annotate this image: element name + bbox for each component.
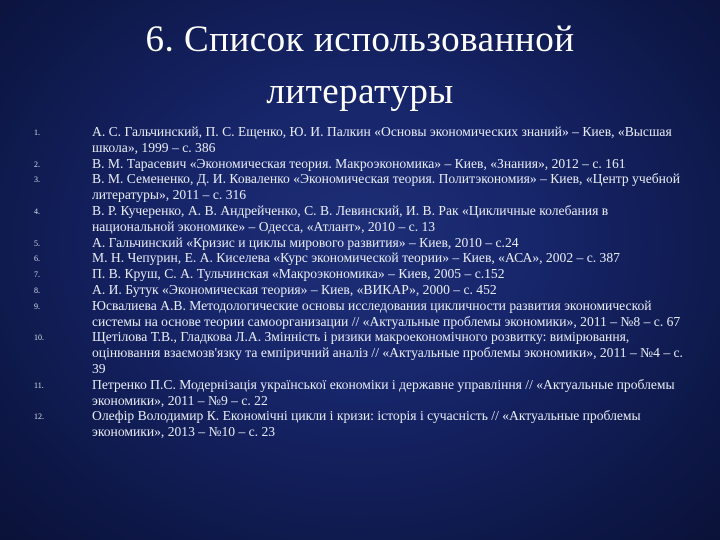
reference-list bbox=[34, 124, 684, 440]
reference-text: Олефір Володимир К. Економічні цикли і кризи: історія і сучасність // «Актуальные проблемы экономики», 2013 – №10 – с. 23 bbox=[92, 408, 641, 440]
reference-number: 2. bbox=[34, 159, 40, 169]
reference-number: 11. bbox=[34, 380, 44, 390]
reference-item bbox=[34, 408, 684, 440]
slide-title bbox=[60, 14, 660, 118]
reference-text: Юсвалиева А.В. Методологические основы исследования цикличности развития экономической системы на основе теории самоорганизации // «Актуальные проблемы экономики», 2011 – №8 – с. 67 bbox=[92, 297, 681, 329]
reference-number: 12. bbox=[34, 412, 44, 422]
slide-title-line-2: литературы bbox=[266, 71, 454, 112]
reference-item bbox=[34, 124, 684, 156]
reference-number: 9. bbox=[34, 301, 40, 311]
reference-number: 8. bbox=[34, 285, 40, 295]
reference-item bbox=[34, 266, 684, 282]
reference-number: 4. bbox=[34, 206, 40, 216]
reference-item bbox=[34, 329, 684, 376]
reference-item bbox=[34, 156, 684, 172]
reference-item bbox=[34, 282, 684, 298]
reference-text: А. И. Бутук «Экономическая теория» – Киев, «ВИКАР», 2000 – с. 452 bbox=[92, 281, 497, 297]
reference-item bbox=[34, 203, 684, 235]
reference-item bbox=[34, 171, 684, 203]
reference-number: 7. bbox=[34, 270, 40, 280]
reference-item bbox=[34, 250, 684, 266]
reference-text: А. Гальчинский «Кризис и циклы мирового развития» – Киев, 2010 – с.24 bbox=[92, 234, 519, 250]
reference-number: 6. bbox=[34, 254, 40, 264]
reference-text: В. М. Тарасевич «Экономическая теория. Макроэкономика» – Киев, «Знания», 2012 – с. 161 bbox=[92, 155, 626, 171]
reference-text: В. М. Семененко, Д. И. Коваленко «Экономическая теория. Политэкономия» – Киев, «Центр учебной литературы», 2011 – с. 316 bbox=[92, 171, 680, 203]
reference-item bbox=[34, 298, 684, 330]
reference-text: А. С. Гальчинский, П. С. Ещенко, Ю. И. Палкин «Основы экономических знаний» – Киев, «Высшая школа», 1999 – с. 386 bbox=[92, 124, 672, 155]
reference-number: 10. bbox=[34, 333, 44, 343]
reference-text: П. В. Круш, С. А. Тульчинская «Макроэкономика» – Киев, 2005 – с.152 bbox=[92, 266, 505, 282]
reference-item bbox=[34, 235, 684, 251]
reference-number: 3. bbox=[34, 175, 40, 185]
reference-number: 1. bbox=[34, 128, 40, 137]
slide-title-line-1: 6. Список использованной bbox=[145, 19, 575, 60]
reference-item bbox=[34, 377, 684, 409]
reference-text: Щетілова Т.В., Гладкова Л.А. Змінність і ризики макроекономічного розвитку: вимірювання, оцінювання взаємозв'язку та емпіричний аналіз // «Актуальные проблемы экономики», 2011 – №4 – с. 39 bbox=[92, 329, 683, 376]
reference-text: М. Н. Чепурин, Е. А. Киселева «Курс экономической теории» – Киев, «АСА», 2002 – с. 387 bbox=[92, 250, 620, 266]
reference-number: 5. bbox=[34, 238, 40, 248]
reference-text: Петренко П.С. Модернізація української економіки і державне управління // «Актуальные проблемы экономики», 2011 – №9 – с. 22 bbox=[92, 376, 675, 408]
reference-text: В. Р. Кучеренко, А. В. Андрейченко, С. В. Левинский, И. В. Рак «Цикличные колебания в национальной экономике» – Одесса, «Атлант», 2010 – с. 13 bbox=[92, 202, 609, 234]
